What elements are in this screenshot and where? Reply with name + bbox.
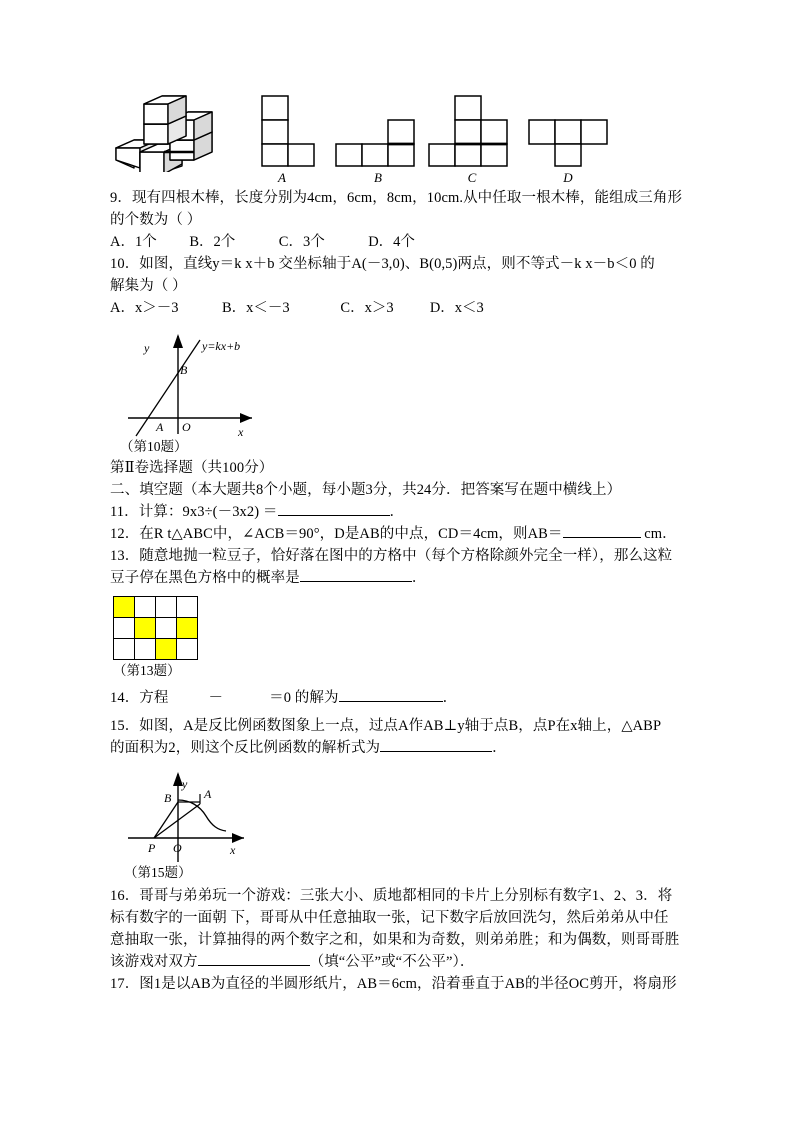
question-9-stem-line2: 的个数为（ ） — [110, 212, 202, 228]
question-13-grid — [113, 596, 198, 660]
question-10-graph — [120, 326, 280, 444]
question-12 — [110, 524, 690, 545]
svg-text:A: A — [204, 787, 212, 801]
grid-cell — [177, 639, 198, 660]
question-13-line1: 13．随意地抛一粒豆子，恰好落在图中的方格中（每个方格除颜外完全一样），那么这粒 — [110, 548, 673, 564]
svg-text:O: O — [182, 420, 191, 434]
question-10-stem-line1: 10．如图，直线y＝k x＋b 交坐标轴于A(－3,0)、B(0,5)两点，则不等式－k x－b＜0 的 — [110, 256, 655, 272]
svg-text:y: y — [144, 341, 150, 355]
grid-cell — [135, 639, 156, 660]
question-14-period: ． — [442, 690, 458, 706]
option-b-label: B — [374, 170, 382, 185]
question-16-line3: 意抽取一张，计算抽得的两个数字之和，如果和为奇数，则弟弟胜；和为偶数，则哥哥胜 — [110, 932, 680, 948]
question-17-line1: 17．图1是以AB为直径的半圆形纸片，AB＝6cm，沿着垂直于AB的半径OC剪开，将扇形 — [110, 976, 677, 992]
question-15-caption: （第15题） — [124, 865, 192, 880]
question-16-hint: （填“公平”或“不公平”）． — [309, 954, 475, 970]
question-11-period: ． — [389, 504, 405, 520]
svg-text:P: P — [148, 841, 156, 855]
question-13-answer-blank[interactable] — [300, 581, 412, 582]
svg-text:x: x — [238, 425, 244, 439]
grid-cell — [177, 618, 198, 639]
option-a-shape — [256, 92, 320, 168]
figure-row-question8 — [110, 88, 690, 188]
svg-text:y=kx+b: y=kx+b — [202, 339, 241, 353]
grid-row — [114, 597, 198, 618]
option-d-shape — [525, 92, 617, 168]
question-13-figure-wrap — [110, 596, 690, 682]
grid-cell — [114, 639, 135, 660]
question-15-figure-wrap — [110, 766, 690, 886]
question-13-caption: （第13题） — [113, 663, 181, 678]
question-15-answer-blank[interactable] — [380, 751, 492, 752]
grid-cell — [156, 639, 177, 660]
question-9-stem-line1: 9．现有四根木棒，长度分别为4cm，6cm，8cm，10cm.从中任取一根木棒，能组成三角形 — [110, 190, 683, 206]
question-15-line2 — [110, 738, 690, 759]
question-11 — [110, 502, 690, 523]
svg-text:O: O — [173, 841, 182, 855]
grid-cell — [114, 618, 135, 639]
question-16-line4 — [110, 952, 690, 973]
grid-cell — [156, 597, 177, 618]
option-b-shape — [332, 92, 424, 168]
grid-cell — [135, 618, 156, 639]
fill-blank-section-title: 二、填空题（本大题共8个小题，每小题3分，共24分．把答案写在题中横线上） — [110, 482, 622, 498]
question-10-figure-wrap — [110, 326, 690, 458]
question-15-period: ． — [492, 740, 507, 756]
question-16-line1: 16．哥哥与弟弟玩一个游戏：三张大小、质地都相同的卡片上分别标有数字1、2、3．将 — [110, 888, 673, 904]
svg-text:A: A — [156, 420, 164, 434]
question-9-choices: A．1个 B．2个 C．3个 D．4个 — [110, 234, 415, 250]
question-13-line2 — [110, 568, 690, 589]
question-16-line2: 标有数字的一面朝 下，哥哥从中任意抽取一张，记下数字后放回洗匀，然后弟弟从中任 — [110, 910, 669, 926]
3d-cube-stack-figure — [114, 90, 224, 172]
option-c-label: C — [467, 170, 477, 185]
grid-cell — [135, 597, 156, 618]
question-14-answer-blank[interactable] — [339, 701, 443, 702]
question-10-caption: （第10题） — [120, 439, 188, 454]
question-11-answer-blank[interactable] — [278, 515, 390, 516]
part2-title: 第Ⅱ卷选择题（共100分） — [110, 460, 274, 476]
question-11-text: 11．计算：9x3÷(－3x2) ＝ — [110, 504, 278, 520]
svg-text:x: x — [230, 843, 236, 857]
grid-cell — [156, 618, 177, 639]
question-10-stem-line2: 解集为（ ） — [110, 278, 187, 294]
question-10-choices: A．x＞－3 B．x＜－3 C．x＞3 D．x＜3 — [110, 300, 484, 316]
svg-text:y: y — [182, 777, 188, 791]
question-14-minus: － — [208, 690, 224, 706]
question-14-label: 14．方程 — [110, 690, 169, 706]
question-15-line1: 15．如图，A是反比例函数图象上一点，过点A作AB⊥y轴于点B，点P在x轴上，△ABP — [110, 718, 662, 734]
question-12-text: 12．在R t△ABC中，∠ACB＝90°，D是AB的中点，CD＝4cm，则AB＝ — [110, 526, 563, 542]
question-13-text: 豆子停在黑色方格中的概率是 — [110, 570, 300, 586]
grid-row — [114, 618, 198, 639]
question-14 — [110, 688, 690, 709]
question-15-text: 的面积为2，则这个反比例函数的解析式为 — [110, 740, 381, 756]
question-15-graph — [124, 766, 284, 870]
svg-text:B: B — [164, 791, 172, 805]
option-c-shape — [425, 92, 517, 168]
grid-cell — [114, 597, 135, 618]
question-12-unit: cm． — [640, 526, 677, 542]
grid-row — [114, 639, 198, 660]
question-13-period: ． — [411, 570, 427, 586]
question-16-answer-blank[interactable] — [198, 965, 310, 966]
question-16-text: 该游戏对双方 — [110, 954, 198, 970]
option-a-label: A — [278, 170, 286, 185]
page-content — [110, 88, 690, 996]
svg-text:B: B — [180, 363, 188, 377]
question-14-text: ＝0 的解为 — [269, 690, 339, 706]
option-d-label: D — [563, 170, 573, 185]
grid-cell — [177, 597, 198, 618]
question-12-answer-blank[interactable] — [563, 537, 641, 538]
